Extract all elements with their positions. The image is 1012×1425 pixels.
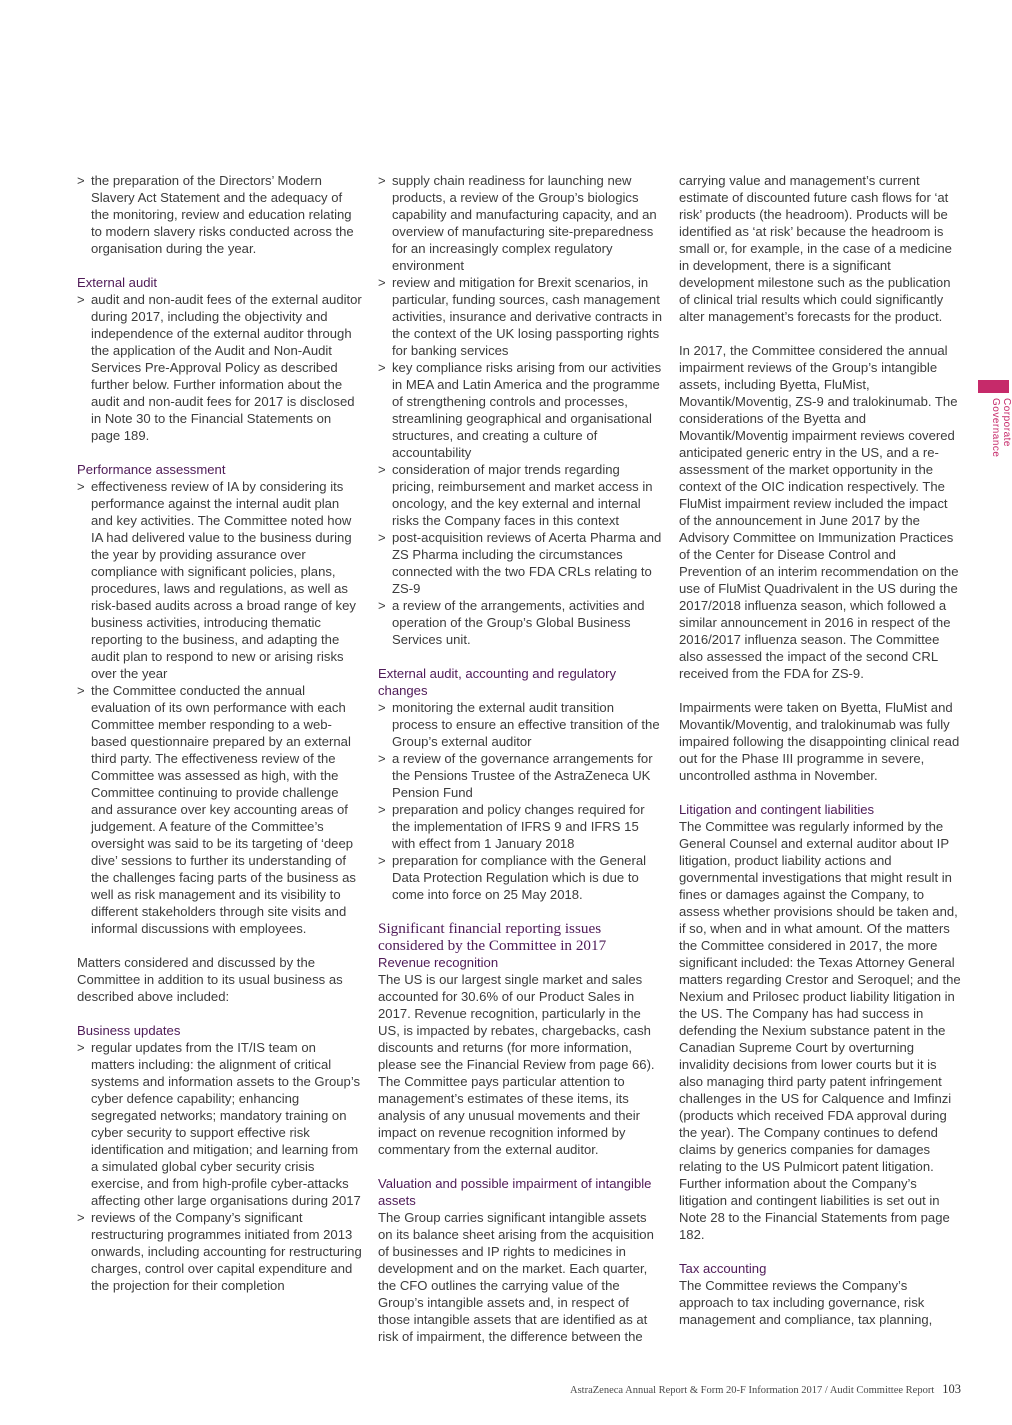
paragraph-impairment-reviews: In 2017, the Committee considered the annual impairment reviews of the Group’s intangible assets, including Byetta, FluMist, Movantik/Moventig, ZS-9 and tralokinumab. The considerations of the Byetta and Movantik/Moventig impairment reviews covered anticipated generic entry in the US, and a re-assessment of the market opportunity in the context of the OIC indication respectively. The FluMist impairment review included the impact of the announcement in June 2017 by the Advisory Committee on Immunization Practices of the Center for Disease Control and Prevention of an interim recommendation on the use of FluMist Quadrivalent in the US during the 2017/2018 influenza season, which followed a similar announcement in 2016 in respect of the 2016/2017 influenza season. The Committee also assessed the impact of the second CRL received from the FDA for ZS-9. bbox=[679, 343, 959, 681]
section-label: Corporate Governance bbox=[990, 398, 1012, 458]
bullet-committee-evaluation: > the Committee conducted the annual evaluation of its own performance with each Committee member responding to a web-based questionnaire prepared by an external third party. The effectiveness review of the Committee was assessed as high, with the Committee continuing to provide challenge and assurance over key accounting areas of judgement. A feature of the Committee’s oversight was said to be its targeting of ‘deep dive’ sessions to further its understanding of the challenges facing parts of the business as well as risk management and its visibility to different stakeholders through site visits and informal discussions with employees. bbox=[77, 682, 362, 937]
section-marker bbox=[978, 380, 1009, 393]
bullet-compliance-risks: > key compliance risks arising from our activities in MEA and Latin America and the programme of strengthening controls and processes, streamlining geographical and organisational structures, and creating a culture of accountability bbox=[378, 359, 663, 461]
bullet-supply-chain: > supply chain readiness for launching new products, a review of the Group’s biologics capability and manufacturing capacity, and an overview of manufacturing site-preparedness for an increasingly complex regulatory environment bbox=[378, 172, 663, 274]
heading-significant-issues: Significant financial reporting issues considered by the Committee in 2017 bbox=[378, 920, 607, 954]
column-right bbox=[679, 172, 961, 1328]
heading-valuation-impairment: Valuation and possible impairment of intangible assets bbox=[378, 1176, 652, 1208]
bullet-gdpr: > preparation for compliance with the General Data Protection Regulation which is due to come into force on 25 May 2018. bbox=[378, 852, 663, 903]
bullet-ifrs: > preparation and policy changes required for the implementation of IFRS 9 and IFRS 15 with effect from 1 January 2018 bbox=[378, 801, 663, 852]
heading-performance-assessment: Performance assessment bbox=[77, 462, 226, 477]
heading-revenue-recognition: Revenue recognition bbox=[378, 955, 499, 970]
column-left bbox=[77, 172, 362, 1294]
paragraph-impairments-taken: Impairments were taken on Byetta, FluMist and Movantik/Moventig, and tralokinumab was fully impaired following the disappointing clinical read out for the Phase III programme in severe, uncontrolled asthma in November. bbox=[679, 700, 960, 783]
bullet-gbs-review: > a review of the arrangements, activities and operation of the Group’s Global Business Services unit. bbox=[378, 597, 663, 648]
paragraph-litigation: The Committee was regularly informed by the General Counsel and external auditor about IP litigation, product liability actions and governmental investigations that might result in fines or damages against the Company, to assess whether provisions should be taken and, if so, when and in what amount. Of the matters the Committee considered in 2017, the more significant included: the Texas Attorney General matters regarding Crestor and Seroquel; and the Nexium and Prilosec product liability litigation in the US. The Company has had success in defending the Nexium substance patent in the Canadian Supreme Court by overturning invalidity decisions from lower courts but it is also managing third party patent infringement challenges in the US for Calquence and Imfinzi (products which received FDA approval during the year). The Company continues to defend claims by generics companies for damages relating to the US Pulmicort patent litigation. Further information about the Company’s litigation and contingent liabilities is set out in Note 28 to the Financial Statements from page 182. bbox=[679, 819, 961, 1242]
bullet-modern-slavery: > the preparation of the Directors’ Modern Slavery Act Statement and the adequacy of the monitoring, review and education relating to modern slavery risks conducted across the organisation during the year. bbox=[77, 172, 362, 257]
bullet-cyber-updates: > regular updates from the IT/IS team on matters including: the alignment of critical systems and information assets to the Group’s cyber defence capability; enhancing segregated networks; mandatory training on cyber security to support effective risk identification and mitigation; and learning from a simulated global cyber security crisis exercise, and from high-profile cyber-attacks affecting other large organisations during 2017 bbox=[77, 1039, 362, 1209]
bullet-pensions-governance: > a review of the governance arrangements for the Pensions Trustee of the AstraZeneca UK Pension Fund bbox=[378, 750, 663, 801]
column-middle bbox=[378, 172, 663, 1345]
bullet-brexit: > review and mitigation for Brexit scenarios, in particular, funding sources, cash management activities, insurance and derivative contracts in the context of the UK losing passporting rights for banking services bbox=[378, 274, 663, 359]
paragraph-headroom: carrying value and management’s current estimate of discounted future cash flows for ‘at risk’ products (the headroom). Products will be identified as ‘at risk’ because the headroom is small or, for example, in the case of a medicine in development, there is a significant development milestone such as the publication of clinical trial results which could significantly alter management’s forecasts for the product. bbox=[679, 173, 952, 324]
bullet-ia-review: > effectiveness review of IA by considering its performance against the internal audit plan and key activities. The Committee noted how IA had delivered value to the business during the year by providing assurance over compliance with significant policies, plans, procedures, laws and regulations, as well as risk-based audits across a broad range of key business activities, introducing thematic reporting to the business, and adapting the audit plan to respond to new or arising risks over the year bbox=[77, 478, 362, 682]
paragraph-tax-accounting: The Committee reviews the Company’s approach to tax including governance, risk management and compliance, tax planning, bbox=[679, 1278, 933, 1327]
paragraph-revenue-recognition: The US is our largest single market and sales accounted for 30.6% of our Product Sales in 2017. Revenue recognition, particularly in the US, is impacted by rebates, chargebacks, cash discounts and returns (for more information, please see the Financial Review from page 66). The Committee pays particular attention to management’s estimates of these items, its analysis of any unusual movements and their impact on revenue recognition informed by commentary from the external auditor. bbox=[378, 972, 655, 1157]
heading-business-updates: Business updates bbox=[77, 1023, 181, 1038]
page-number: 103 bbox=[942, 1382, 961, 1396]
paragraph-valuation-impairment: The Group carries significant intangible assets on its balance sheet arising from the acquisition of businesses and IP rights to medicines in development and on the market. Each quarter, the CFO outlines the carrying value of the Group’s intangible assets and, in respect of those intangible assets that are identified as at risk of impairment, the difference between the bbox=[378, 1210, 654, 1344]
paragraph-matters-considered: Matters considered and discussed by the Committee in addition to its usual business as described above included: bbox=[77, 955, 343, 1004]
heading-external-audit: External audit bbox=[77, 275, 158, 290]
bullet-restructuring: > reviews of the Company’s significant restructuring programmes initiated from 2013 onwards, including accounting for restructuring charges, control over capital expenditure and the projection for their completion bbox=[77, 1209, 362, 1294]
heading-litigation: Litigation and contingent liabilities bbox=[679, 802, 875, 817]
heading-tax-accounting: Tax accounting bbox=[679, 1261, 767, 1276]
heading-external-audit-accounting: External audit, accounting and regulatory changes bbox=[378, 666, 617, 698]
bullet-pricing-trends: > consideration of major trends regarding pricing, reimbursement and market access in oncology, and the key external and internal risks the Company faces in this context bbox=[378, 461, 663, 529]
footer-title: AstraZeneca Annual Report & Form 20-F Information 2017 / Audit Committee Report bbox=[570, 1385, 935, 1396]
bullet-audit-fees: > audit and non-audit fees of the external auditor during 2017, including the objectivity and independence of the external auditor through the application of the Audit and Non-Audit Services Pre-Approval Policy as described further below. Further information about the audit and non-audit fees for 2017 is disclosed in Note 30 to the Financial Statements on page 189. bbox=[77, 291, 362, 444]
page-footer bbox=[570, 1382, 961, 1397]
bullet-post-acquisition: > post-acquisition reviews of Acerta Pharma and ZS Pharma including the circumstances connected with the two FDA CRLs relating to ZS-9 bbox=[378, 529, 663, 597]
bullet-audit-transition: > monitoring the external audit transition process to ensure an effective transition of the Group’s external auditor bbox=[378, 699, 663, 750]
